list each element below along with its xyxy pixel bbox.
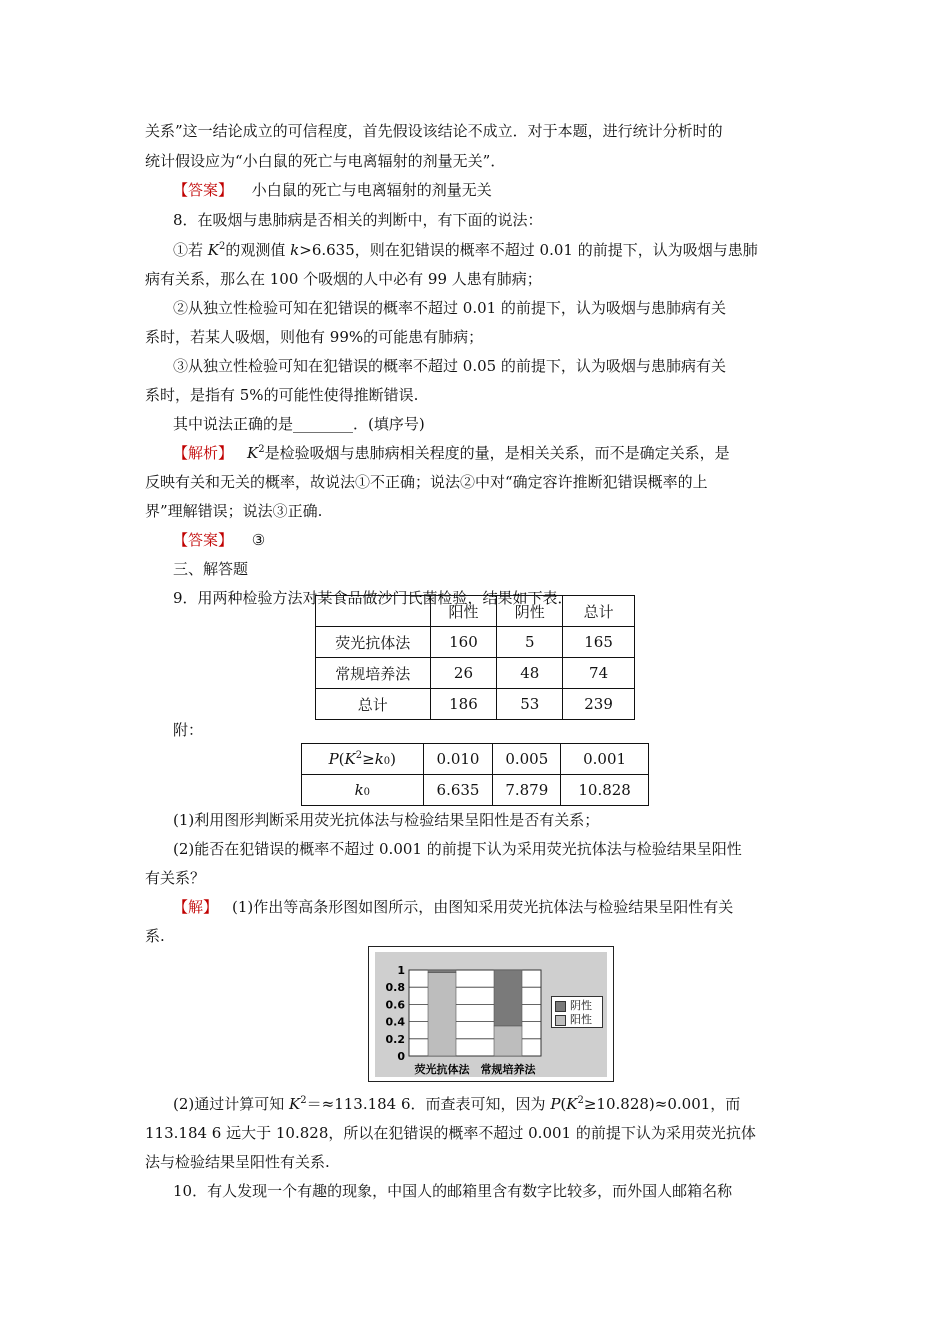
- bar-segment: [494, 1026, 522, 1056]
- bar-segment: [428, 970, 456, 973]
- x-tick-label: 荧光抗体法: [414, 1063, 470, 1076]
- table-cell: 0.005: [493, 744, 561, 775]
- y-tick-label: 0: [397, 1050, 405, 1063]
- solution-part-2: (2)通过计算可知 $K^2=\approx 113.184$ 6．而查表可知，因为 $P(K^2\ge 10.828)\approx 0.001$，而: [173, 1095, 741, 1113]
- answer-tag: 【答案】: [173, 531, 234, 549]
- chart-area: [375, 952, 607, 1077]
- legend-item: 阴性: [555, 999, 592, 1012]
- statement-3: ③从独立性检验可知在犯错误的概率不超过 0.05 的前提下，认为吸烟与患肺病有关: [173, 357, 726, 375]
- table-cell: 5: [497, 627, 563, 658]
- table-cell: 160: [430, 627, 497, 658]
- sub-question-1: (1)利用图形判断采用荧光抗体法与检验结果呈阳性是否有关系；: [173, 811, 600, 829]
- answer-7: [173, 180, 492, 200]
- table-cell: 239: [563, 689, 635, 720]
- solution-part-2-line2: 113.184 6 远大于 10.828，所以在犯错误的概率不超过 0.001 的前提下认为采用荧光抗体: [145, 1124, 756, 1142]
- table-cell: 阴性: [497, 596, 563, 627]
- legend-swatch: [555, 1015, 566, 1026]
- table-header-row: [316, 596, 635, 627]
- bar-segment: [428, 973, 456, 1056]
- critical-value-table: [301, 743, 649, 806]
- y-tick-label: 0.4: [385, 1015, 405, 1029]
- table-cell: 0.010: [423, 744, 493, 775]
- table-cell: 186: [430, 689, 497, 720]
- contingency-table: [315, 595, 635, 720]
- table-cell: 165: [563, 627, 635, 658]
- table-row: [316, 658, 635, 689]
- paragraph-line: 统计假设应为“小白鼠的死亡与电离辐射的剂量无关”．: [145, 152, 506, 170]
- question-8-intro: 8．在吸烟与患肺病是否相关的判断中，有下面的说法：: [173, 211, 543, 229]
- paragraph-line: 关系”这一结论成立的可信程度，首先假设该结论不成立．对于本题，进行统计分析时的: [145, 122, 723, 140]
- question-8-ask: 其中说法正确的是________．(填序号): [173, 415, 425, 433]
- table-cell: [316, 596, 431, 627]
- statement-1: ①若 $K^2$的观测值 k>6.635，则在犯错误的概率不超过 0.01 的前提下，认为吸烟与患肺: [173, 241, 758, 259]
- table-row: [316, 627, 635, 658]
- x-tick-label: 常规培养法: [480, 1063, 536, 1076]
- statement-3-cont: 系时，是指有 5%的可能性使得推断错误.: [145, 386, 419, 404]
- table-cell: 总计: [316, 689, 431, 720]
- legend-item: 阳性: [555, 1013, 592, 1026]
- table-row: [316, 689, 635, 720]
- table-cell: 48: [497, 658, 563, 689]
- solution-9: 【解】 (1)作出等高条形图如图所示，由图知采用荧光抗体法与检验结果呈阳性有关: [173, 898, 734, 916]
- table-cell: k0: [302, 775, 424, 806]
- analysis-8-line2: 反映有关和无关的概率，故说法①不正确；说法②中对“确定容许推断犯错误概率的上: [145, 473, 708, 491]
- y-tick-label: 0.6: [385, 998, 405, 1012]
- question-10: 10．有人发现一个有趣的现象，中国人的邮箱里含有数字比较多，而外国人邮箱名称: [173, 1182, 733, 1200]
- section-heading: 三、解答题: [173, 560, 249, 578]
- table-cell: 26: [430, 658, 497, 689]
- sub-question-2: (2)能否在犯错误的概率不超过 0.001 的前提下认为采用荧光抗体法与检验结果呈阳性: [173, 840, 742, 858]
- table-row: [302, 744, 649, 775]
- y-tick-label: 1: [397, 964, 405, 977]
- answer-tag: 【答案】: [173, 181, 234, 199]
- statement-1-cont: 病有关系，那么在 100 个吸烟的人中必有 99 人患有肺病；: [145, 270, 542, 288]
- answer-8: [173, 530, 265, 550]
- table-cell: 总计: [563, 596, 635, 627]
- y-tick-label: 0.2: [385, 1032, 405, 1046]
- table-cell: 53: [497, 689, 563, 720]
- answer-text: 小白鼠的死亡与电离辐射的剂量无关: [251, 181, 492, 199]
- solution-tag: 【解】: [173, 898, 219, 916]
- table-cell: 10.828: [561, 775, 649, 806]
- table-cell: 常规培养法: [316, 658, 431, 689]
- statement-2-cont: 系时，若某人吸烟，则他有 99%的可能患有肺病；: [145, 328, 484, 346]
- table-cell: 74: [563, 658, 635, 689]
- sub-question-2-cont: 有关系？: [145, 869, 206, 887]
- statement-2: ②从独立性检验可知在犯错误的概率不超过 0.01 的前提下，认为吸烟与患肺病有关: [173, 299, 726, 317]
- analysis-tag: 【解析】: [173, 444, 234, 462]
- answer-text: ③: [251, 531, 266, 549]
- question-9-intro: 9．用两种检验方法对某食品做沙门氏菌检验，结果如下表．: [173, 589, 573, 607]
- bar-segment: [494, 970, 522, 1026]
- analysis-8-line3: 界”理解错误；说法③正确.: [145, 502, 323, 520]
- table-row: [302, 775, 649, 806]
- solution-9-cont: 系.: [145, 927, 165, 945]
- chart-legend: [551, 996, 603, 1028]
- table-cell: 0.001: [561, 744, 649, 775]
- legend-swatch: [555, 1001, 566, 1012]
- analysis-8: 【解析】 $K^2$是检验吸烟与患肺病相关程度的量，是相关关系，而不是确定关系，是: [173, 444, 730, 462]
- solution-part-2-line3: 法与检验结果呈阳性有关系.: [145, 1153, 330, 1171]
- table-cell: 阳性: [430, 596, 497, 627]
- stacked-bar-chart: [368, 946, 614, 1082]
- table-cell: 6.635: [423, 775, 493, 806]
- table-cell: 7.879: [493, 775, 561, 806]
- appendix-label: 附：: [173, 721, 204, 739]
- table-cell: 荧光抗体法: [316, 627, 431, 658]
- table-cell: $P(K^2\ge k0)$: [302, 744, 424, 775]
- y-tick-label: 0.8: [385, 981, 405, 995]
